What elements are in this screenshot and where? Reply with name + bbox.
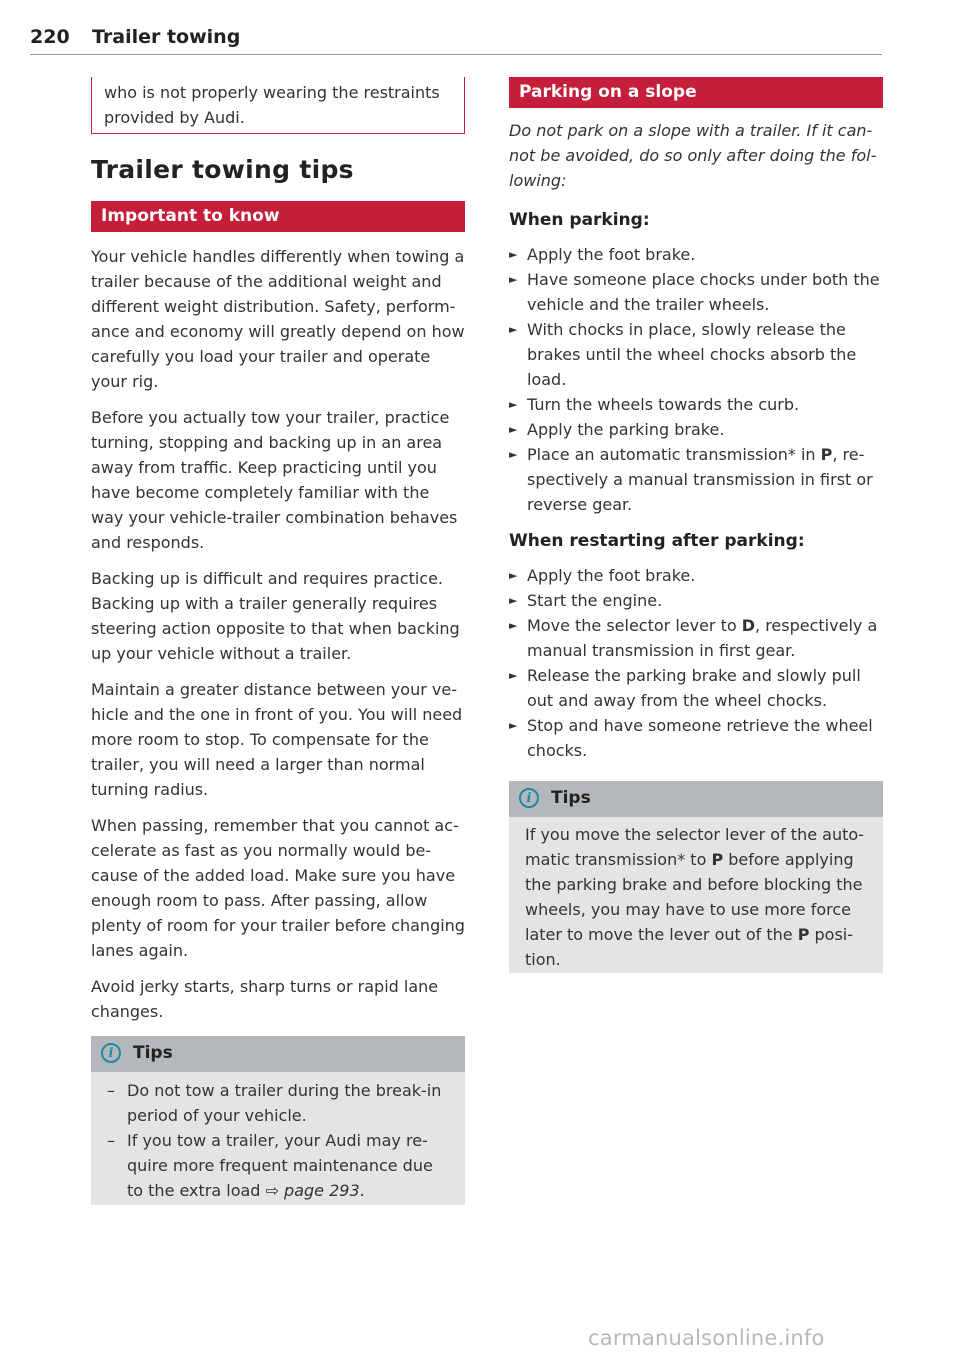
triangle-right-icon: ► xyxy=(509,594,518,607)
tips-box-left xyxy=(91,1036,465,1205)
page-header xyxy=(30,24,882,55)
step-item: ► Move the selector lever to D, respectively a manual transmission in first gear. xyxy=(509,613,883,663)
triangle-right-icon: ► xyxy=(509,423,518,436)
left-body xyxy=(91,244,465,1024)
paragraph: Backing up is difficult and requires practice. Backing up with a trailer generally requires steering action opposite to that when backing up your vehicle without a trailer. xyxy=(91,569,460,663)
step-item: ► Turn the wheels towards the curb. xyxy=(509,392,883,417)
paragraph: Avoid jerky starts, sharp turns or rapid lane changes. xyxy=(91,977,439,1021)
section-title: Trailer towing xyxy=(92,26,241,48)
tips-box-right xyxy=(509,781,883,973)
triangle-right-icon: ► xyxy=(509,273,518,286)
step-item: ► Place an automatic transmission* in P, respectively a manual transmission in first or reverse gear. xyxy=(509,442,883,517)
tips-item: – If you tow a trailer, your Audi may require more frequent maintenance due to the extra load ⇨ page 293. xyxy=(107,1131,433,1200)
info-icon: i xyxy=(519,788,539,808)
watermark: carmanualsonline.info xyxy=(588,1326,825,1350)
paragraph: Maintain a greater distance between your vehicle and the one in front of you. You will need more room to stop. To compensate for the trailer, you will need a larger than normal turning radius. xyxy=(91,680,463,799)
page-reference-link[interactable]: ⇨ page 293 xyxy=(265,1181,360,1200)
triangle-right-icon: ► xyxy=(509,323,518,336)
paragraph: Before you actually tow your trailer, practice turning, stopping and backing up in an area away from traffic. Keep practicing until you have become completely familiar with the way your vehicle-trailer combination behaves and responds. xyxy=(91,408,458,552)
step-item: ► Apply the parking brake. xyxy=(509,417,883,442)
warning-text: who is not properly wearing the restraints provided by Audi. xyxy=(104,83,440,127)
page-number: 220 xyxy=(30,26,70,48)
tips-body xyxy=(91,1072,465,1211)
intro-text: Do not park on a slope with a trailer. If it cannot be avoided, do so only after doing the following: xyxy=(509,121,877,190)
triangle-right-icon: ► xyxy=(509,448,518,461)
section-bar-important: Important to know xyxy=(91,201,465,232)
tips-item: – Do not tow a trailer during the break-in period of your vehicle. xyxy=(107,1081,442,1125)
step-item: ► Release the parking brake and slowly pull out and away from the wheel chocks. xyxy=(509,663,883,713)
warning-box-tail xyxy=(91,77,465,134)
step-item: ► Have someone place chocks under both the vehicle and the trailer wheels. xyxy=(509,267,883,317)
step-item: ► Apply the foot brake. xyxy=(509,563,883,588)
section-bar-parking: Parking on a slope xyxy=(509,77,883,108)
triangle-right-icon: ► xyxy=(509,398,518,411)
tips-item-text: Do not tow a trailer during the break-in period of your vehicle. xyxy=(127,1081,442,1125)
paragraph: Your vehicle handles differently when towing a trailer because of the additional weight and different weight distribution. Safety, performance and economy will greatly depend on how carefully you load your trailer and operate your rig. xyxy=(91,247,465,391)
tips-label: Tips xyxy=(551,788,591,808)
subheading-parking: When parking: xyxy=(509,210,650,230)
triangle-right-icon: ► xyxy=(509,669,518,682)
tips-label: Tips xyxy=(133,1043,173,1063)
tips-body xyxy=(509,817,883,980)
subheading-restart: When restarting after parking: xyxy=(509,531,805,551)
triangle-right-icon: ► xyxy=(509,248,518,261)
main-heading: Trailer towing tips xyxy=(91,155,354,184)
step-item: ► With chocks in place, slowly release the brakes until the wheel chocks absorb the load. xyxy=(509,317,883,392)
triangle-right-icon: ► xyxy=(509,719,518,732)
tips-text: If you move the selector lever of the automatic transmission* to P before applying the parking brake and before blocking the wheels, you may have to use more force later to move the lever out of the P position. xyxy=(525,825,864,969)
step-item: ► Start the engine. xyxy=(509,588,883,613)
tips-header xyxy=(509,781,883,817)
triangle-right-icon: ► xyxy=(509,619,518,632)
paragraph: When passing, remember that you cannot accelerate as fast as you normally would because of the added load. Make sure you have enough room to pass. After passing, allow plenty of room for your trailer before changing lanes again. xyxy=(91,816,465,960)
tips-item-text: If you tow a trailer, your Audi may require more frequent maintenance due to the extra load xyxy=(127,1131,433,1200)
info-icon: i xyxy=(101,1043,121,1063)
tips-header xyxy=(91,1036,465,1072)
step-item: ► Apply the foot brake. xyxy=(509,242,883,267)
right-body xyxy=(509,118,883,763)
triangle-right-icon: ► xyxy=(509,569,518,582)
step-item: ► Stop and have someone retrieve the wheel chocks. xyxy=(509,713,883,763)
